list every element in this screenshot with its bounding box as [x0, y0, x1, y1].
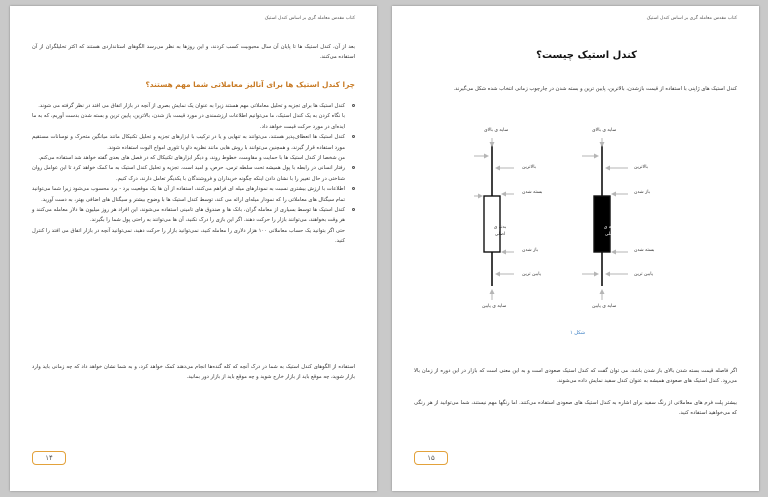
section-heading: چرا کندل استیک ها برای آنالیز معاملاتی شما مهم هستند؟ [145, 80, 355, 89]
label-low: پایین ترین [522, 272, 541, 277]
candlestick-figure [452, 124, 702, 314]
label-low: پایین ترین [634, 272, 653, 277]
label-lower-shadow: سایه ی پایین [592, 304, 617, 309]
bullet-icon [352, 187, 355, 190]
list-item: اطلاعات با ارزش بیشتری نسبت به نمودارهای میله ای فراهم می‌کنند، استفاده از آن ها یک موقعیت برد - برد محسوب می‌شود زیرا شما می‌توانید تمام سیگنال های معاملاتی را که نمودار میله‌ای ارائه می کند، توسط کندل استیک ها با وضوح بیشتر و سیگنال های اضافی بهتر، به دست آورید. [32, 184, 355, 205]
list-item: حتی اگر بتوانید یک حساب معاملاتی ۱۰۰ هزار دلاری را معامله کنید، نمی‌توانید بازار را حرکت دهید، نمی‌توانید آنچه در بازار اتفاق می افتد را کنترل کنید. [32, 227, 345, 245]
bullet-icon [352, 104, 355, 107]
page-number: ۱۵ [414, 451, 448, 465]
paragraph-2: بیشتر پلت فرم های معاملاتی از رنگ سفید برای اشاره به کندل استیک های صعودی استفاده می‌کنند. اما رنگها مهم نیستند، شما می‌توانید از هر رنگی که می‌خواهید استفاده کنید. [414, 400, 737, 416]
label-lower-shadow: سایه ی پایین [482, 304, 507, 309]
list-item: من شخصا از کندل استیک ها با حمایت و مقاومت، خطوط روند، و دیگر ابزارهای تکنیکال که در فصل های بعدی گفته خواهد شد استفاده می‌کنم. [38, 155, 345, 162]
label-high: بالاترین [634, 165, 648, 170]
list-item: با نگاه کردن به یک کندل استیک، ما می‌توانیم اطلاعات ارزشمندی در مورد قیمت باز شدن، بالاترین، پایین ترین و بسته شدن بدست آوریم، که به ما ایده‌ای در مورد حرکت قیمت خواهد داد. [32, 113, 345, 130]
label-upper-shadow: سایه ی بالای [592, 128, 617, 133]
page-title: کندل استیک چیست؟ [536, 50, 637, 61]
bullet-icon [352, 166, 355, 169]
page-number: ۱۴ [32, 451, 66, 465]
label-open: باز شدن [634, 190, 650, 195]
paragraph-1: اگر فاصله قیمت بسته شدن بالای باز شدن باشد، می توان گفت که کندل استیک صعودی است و به این معنی است که بازار در این دوره از زمان بالا می‌رود. کندل استیک های صعودی همیشه به عنوان کندل سفید نمایش داده می‌شوند. [414, 368, 737, 384]
figure-caption: شکل ۱ [570, 330, 586, 336]
label-close: بسته شدن [634, 248, 655, 253]
label-open: باز شدن [522, 248, 538, 253]
list-item: کندل استیک ها انعطاف‌پذیر هستند، می‌توانند به تنهایی و یا در ترکیب با ابزارهای تجزیه و تحلیل تکنیکال مانند میانگین متحرک و نوسانات مستقیم مورد استفاده قرار گیرند، و همچنین می‌توانند با روش هایی مانند نظریه داو یا تئوری امواج الیوت استفاده شوند. [32, 132, 355, 153]
bearish-candle [582, 138, 628, 300]
list-item: کندل استیک ها توسط بسیاری از معامله گران، بانک ها و صندوق های تامینی استفاده می‌شوند، این افراد هر روز میلیون ها دلار معامله می‌کنند و هر وقت بخواهند، می‌توانند بازار را حرکت دهند. اگر این بازی را درک نکنید، آن ها می‌توانند به راحتی پول شما را بگیرند. [32, 205, 355, 226]
running-head: کتاب مقدس معامله گری بر اساس کندل استیک [646, 16, 737, 21]
right-page [392, 6, 759, 491]
label-high: بالاترین [522, 165, 536, 170]
bullish-candle [474, 138, 514, 300]
label-upper-shadow: سایه ی بالای [484, 128, 509, 133]
intro-paragraph: کندل استیک های ژاپنی با استفاده از قیمت بازشدن، بالاترین، پایین ترین و بسته شدن در چارچوب زمانی انتخاب شده شکل می‌گیرند. [453, 86, 737, 92]
label-body: بدنه ی اصلی [493, 225, 507, 237]
running-head: کتاب مقدس معامله گری بر اساس کندل استیک [264, 16, 355, 21]
left-page [10, 6, 377, 491]
outro-paragraph: استفاده از الگوهای کندل استیک به شما در درک آنچه که کله گنده‌ها انجام می‌دهند کمک خواهد کرد، و به شما نشان خواهد داد که چه زمانی باید وارد بازار شوید، چه موقع باید از بازار خارج شوید و چه موقع باید از بازار دور بمانید. [32, 364, 355, 380]
bullet-icon [352, 135, 355, 138]
list-item: کندل استیک ها برای تجزیه و تحلیل معاملاتی مهم هستند زیرا به عنوان یک نمایش بصری از آنچه در بازار اتفاق می افتد در نظر گرفته می شوند. [32, 101, 355, 111]
label-body: بدنه ی اصلی [603, 225, 617, 237]
intro-paragraph: بعد از آن، کندل استیک ها تا پایان آن سال محبوبیت کسب کردند، و این روزها به نظر می‌رسد الگوهای استانداردی هستند که اکثر تحلیلگران از آن استفاده می‌کنند. [32, 44, 355, 60]
list-item: رفتار انسانی در رابطه با پول همیشه تحت سلطه ترس، حرص، و امید است. تجزیه و تحلیل کندل استیک به ما کمک خواهد کرد تا این عوامل روان شناختی در حال تغییر را با نشان دادن اینکه چگونه خریداران و فروشندگان با یکدیگر تعامل دارند، درک کنیم. [32, 163, 355, 184]
bullet-list [32, 101, 355, 247]
label-close: بسته شدن [522, 190, 543, 195]
bullet-icon [352, 208, 355, 211]
